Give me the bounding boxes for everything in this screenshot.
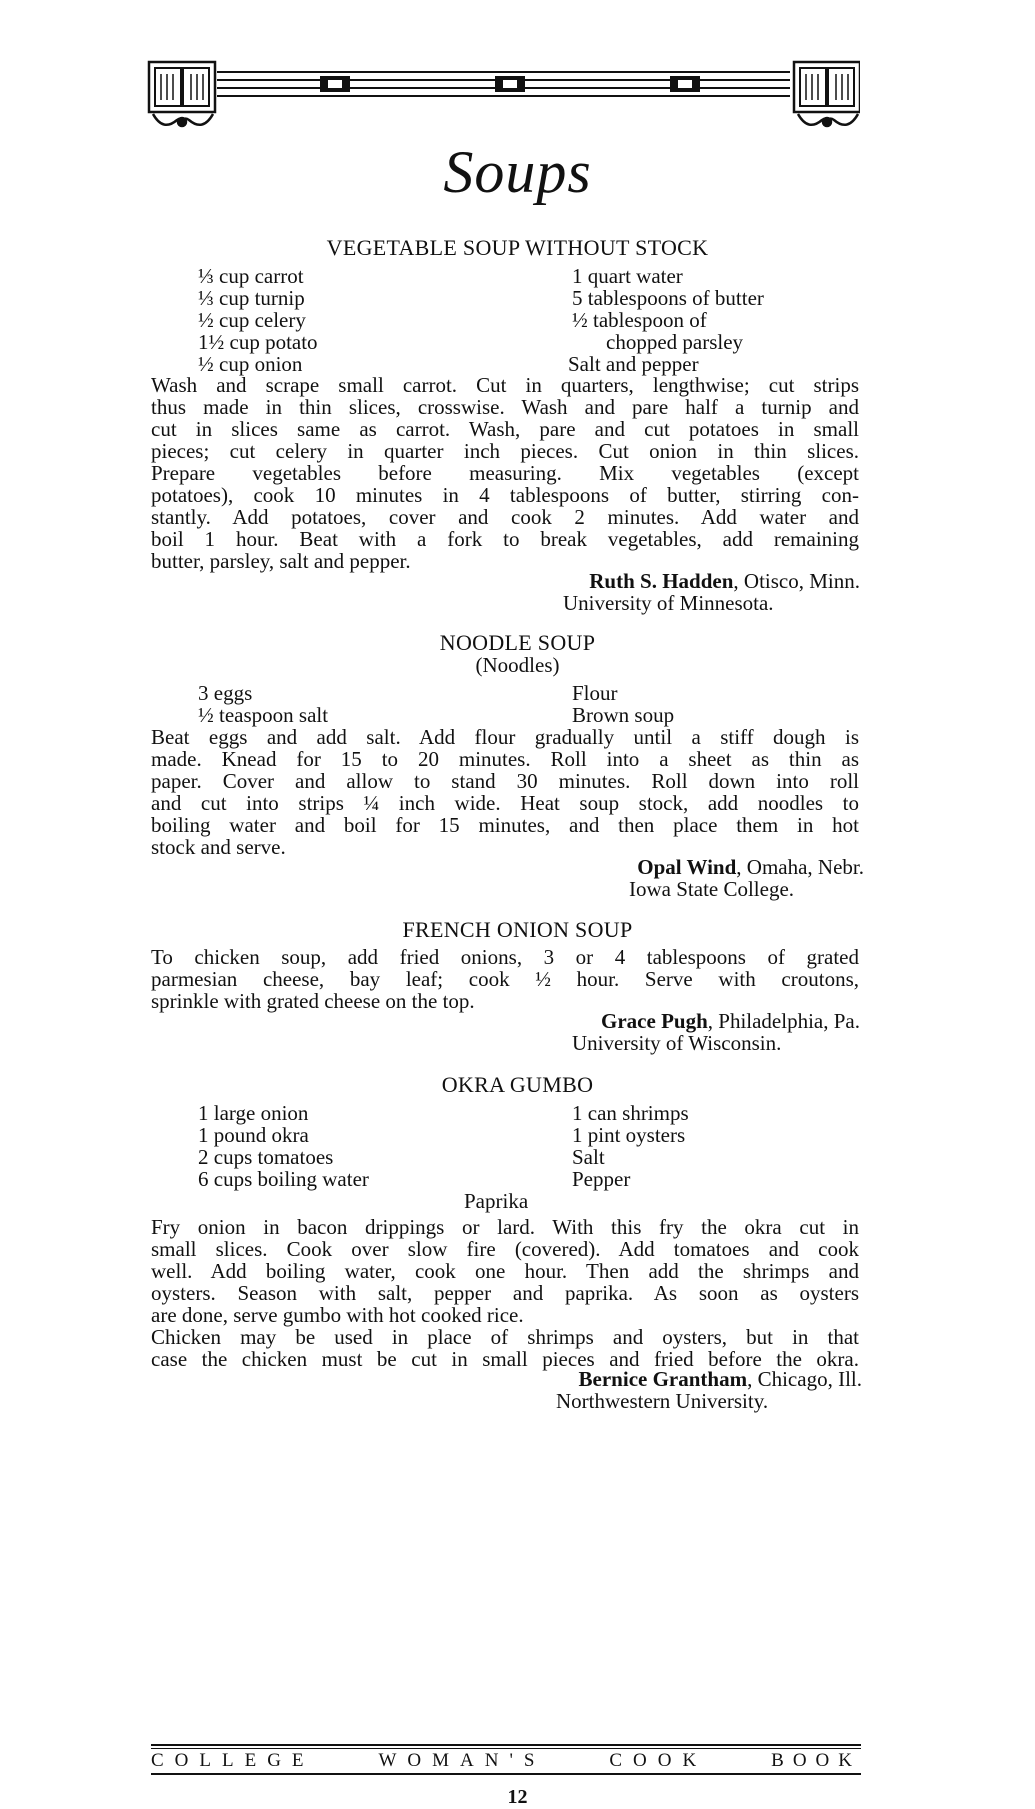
author-institution: University of Wisconsin. — [572, 1031, 782, 1055]
body-line: small slices. Cook over slow fire (covered). Add tomatoes and cook — [151, 1237, 859, 1261]
ingredient-right: 1 quart water — [572, 264, 683, 288]
body-line: thus made in thin slices, crosswise. Wash and pare half a turnip and — [151, 395, 859, 419]
page-number: 12 — [507, 1786, 528, 1808]
ingredient-left: ⅓ cup carrot — [198, 264, 304, 288]
body-line: Wash and scrape small carrot. Cut in quarters, lengthwise; cut strips — [151, 373, 859, 397]
recipe-subheading: (Noodles) — [475, 653, 560, 677]
footer-rule-bottom — [151, 1773, 861, 1775]
recipe-author — [601, 1010, 860, 1032]
body-line: Beat eggs and add salt. Add flour gradually until a stiff dough is — [151, 725, 859, 749]
body-line: boiling water and boil for 15 minutes, and then place them in hot — [151, 813, 859, 837]
footer-rule-top — [151, 1744, 861, 1746]
ingredient-left: ⅓ cup turnip — [198, 286, 305, 310]
ingredient-right: chopped parsley — [606, 330, 744, 354]
ingredient-left: 1 large onion — [198, 1101, 309, 1125]
book-emblem-left-icon — [149, 62, 215, 126]
ingredient-left: ½ cup onion — [198, 352, 303, 376]
body-line: paper. Cover and allow to stand 30 minutes. Roll down into roll — [151, 769, 859, 793]
author-name: Ruth S. Hadden — [589, 569, 734, 593]
ingredient-right: 1 can shrimps — [572, 1101, 689, 1125]
ingredient-left: 1½ cup potato — [198, 330, 318, 354]
body-line: Chicken may be used in place of shrimps and oysters, but in that — [151, 1325, 859, 1349]
body-line: cut in slices same as carrot. Wash, pare and cut potatoes in small — [151, 417, 859, 441]
recipe-author — [589, 570, 860, 592]
ingredient-right: 1 pint oysters — [572, 1123, 686, 1147]
ingredient-right: ½ tablespoon of — [572, 308, 707, 332]
ingredient-right: Brown soup — [572, 703, 675, 727]
body-line: stantly. Add potatoes, cover and cook 2 minutes. Add water and — [151, 505, 859, 529]
recipe-heading: VEGETABLE SOUP WITHOUT STOCK — [326, 235, 709, 260]
body-line: and cut into strips ¼ inch wide. Heat soup stock, add noodles to — [151, 791, 859, 815]
footer-word: BOOK — [771, 1750, 861, 1771]
page-title: Soups — [443, 139, 592, 205]
ingredient-left: 1 pound okra — [198, 1123, 309, 1147]
recipe-heading: OKRA GUMBO — [441, 1072, 594, 1097]
author-institution: Northwestern University. — [556, 1389, 769, 1413]
ingredient-left: 2 cups tomatoes — [198, 1145, 334, 1169]
body-line: sprinkle with grated cheese on the top. — [151, 989, 475, 1013]
footer-book-title — [151, 1751, 861, 1771]
ingredient-right: 5 tablespoons of butter — [572, 286, 764, 310]
author-name: Grace Pugh — [601, 1009, 708, 1033]
author-institution: Iowa State College. — [629, 877, 795, 901]
recipe-heading: NOODLE SOUP — [439, 630, 596, 655]
body-line: are done, serve gumbo with hot cooked rice. — [151, 1303, 524, 1327]
header-ornament — [145, 58, 860, 134]
ingredient-right: Salt and pepper — [568, 352, 699, 376]
body-line: case the chicken must be cut in small pieces and fried before the okra. — [151, 1347, 859, 1371]
body-line: stock and serve. — [151, 835, 286, 859]
body-line: parmesian cheese, bay leaf; cook ½ hour. Serve with croutons, — [151, 967, 859, 991]
recipe-heading: FRENCH ONION SOUP — [402, 917, 633, 942]
footer-word: COOK — [609, 1750, 708, 1771]
body-line: potatoes), cook 10 minutes in 4 tablespoons of butter, stirring con- — [151, 483, 859, 507]
ingredient-left: 6 cups boiling water — [198, 1167, 369, 1191]
author-institution: University of Minnesota. — [563, 591, 774, 615]
author-place: , Chicago, Ill. — [747, 1367, 862, 1391]
book-emblem-right-icon — [794, 62, 860, 126]
body-line: Prepare vegetables before measuring. Mix vegetables (except — [151, 461, 859, 485]
author-place: , Otisco, Minn. — [733, 569, 860, 593]
footer-word: COLLEGE — [151, 1750, 315, 1771]
body-line: made. Knead for 15 to 20 minutes. Roll into a sheet as thin as — [151, 747, 859, 771]
ingredient-left: ½ teaspoon salt — [198, 703, 329, 727]
body-line: boil 1 hour. Beat with a fork to break vegetables, add remaining — [151, 527, 859, 551]
body-line: oysters. Season with salt, pepper and paprika. As soon as oysters — [151, 1281, 859, 1305]
author-place: , Omaha, Nebr. — [736, 855, 864, 879]
author-name: Opal Wind — [637, 855, 737, 879]
ingredient-left: ½ cup celery — [198, 308, 306, 332]
author-place: , Philadelphia, Pa. — [707, 1009, 860, 1033]
body-line: To chicken soup, add fried onions, 3 or 4 tablespoons of grated — [151, 945, 859, 969]
ingredient-center: Paprika — [464, 1189, 529, 1213]
author-name: Bernice Grantham — [578, 1367, 748, 1391]
ingredient-right: Salt — [572, 1145, 605, 1169]
ingredient-right: Flour — [572, 681, 618, 705]
footer-word: WOMAN'S — [378, 1750, 546, 1771]
recipe-author — [579, 1368, 862, 1390]
footer-rule-top-thin — [151, 1748, 861, 1749]
ingredient-left: 3 eggs — [198, 681, 253, 705]
body-line: well. Add boiling water, cook one hour. Then add the shrimps and — [151, 1259, 859, 1283]
recipe-author — [637, 856, 864, 878]
body-line: Fry onion in bacon drippings or lard. With this fry the okra cut in — [151, 1215, 859, 1239]
ingredient-right: Pepper — [572, 1167, 631, 1191]
body-line: pieces; cut celery in quarter inch pieces. Cut onion in thin slices. — [151, 439, 859, 463]
body-line: butter, parsley, salt and pepper. — [151, 549, 411, 573]
